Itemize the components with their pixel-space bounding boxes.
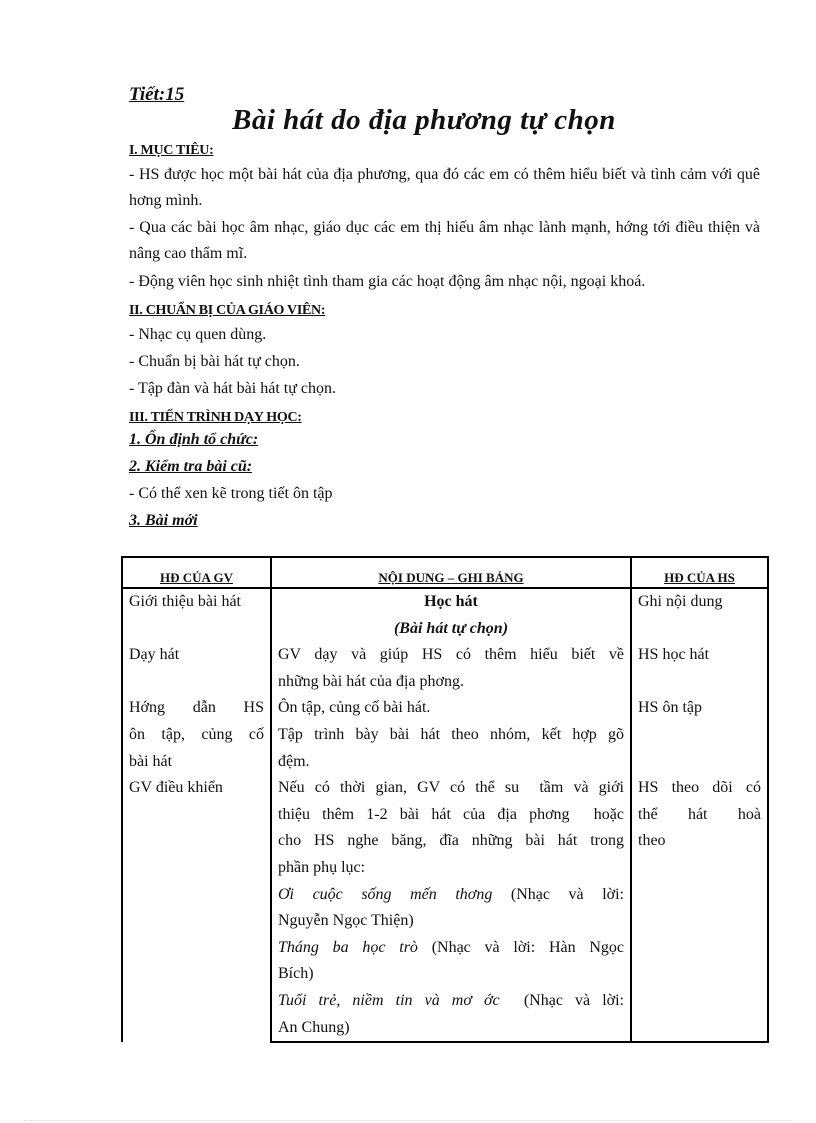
lesson-plan-table bbox=[121, 556, 769, 1043]
row4-content-line2: thiệu thêm 1-2 bài hát của địa phơng hoặc bbox=[278, 805, 624, 823]
row4-student-activity-line1: HS theo dõi có bbox=[638, 779, 761, 797]
row4-content-line3: cho HS nghe băng, đĩa những bài hát trong bbox=[278, 832, 624, 850]
song-2-name: Tháng ba học trò bbox=[278, 938, 418, 956]
song-2-credit-line2: Bích) bbox=[278, 965, 314, 983]
header-teacher-activity: HĐ CỦA GV bbox=[122, 557, 271, 588]
row2-content-line1: GV dạy và giúp HS có thêm hiểu biết về bbox=[278, 646, 624, 664]
objective-item-2: - Qua các bài học âm nhạc, giáo dục các em thị hiếu âm nhạc lành mạnh, hớng tới điều thiện và nâng cao thẩm mĩ. bbox=[129, 219, 760, 262]
row3-content-line2: Tập trình bày bài hát theo nhóm, kết hợp gõ bbox=[278, 725, 624, 743]
song-3-line1 bbox=[278, 988, 624, 1015]
row2-student-activity: HS học hát bbox=[638, 646, 710, 664]
preparation-item-3: - Tập đàn và hát bài hát tự chọn. bbox=[129, 380, 336, 397]
table-header-row bbox=[122, 557, 768, 588]
row1-student-activity: Ghi nội dung bbox=[638, 593, 723, 610]
song-1-credit: (Nhạc và lời: bbox=[492, 885, 624, 903]
row4-teacher-activity: GV điều khiển bbox=[129, 779, 223, 797]
row4-student-activity-line3: theo bbox=[638, 832, 666, 850]
page-footer-divider bbox=[24, 1120, 792, 1121]
row3-content-line3: đệm. bbox=[278, 752, 310, 770]
preparation-item-1: - Nhạc cụ quen dùng. bbox=[129, 326, 267, 343]
row3-content-line1: Ôn tập, củng cố bài hát. bbox=[278, 699, 431, 717]
row3-teacher-activity-line1: Hớng dẫn HS bbox=[129, 699, 264, 717]
row3-teacher-activity-line3: bài hát bbox=[129, 752, 173, 770]
row2-content-line2: những bài hát của địa phơng. bbox=[278, 672, 464, 690]
row3-student-activity: HS ôn tập bbox=[638, 699, 702, 717]
table-row bbox=[122, 588, 768, 1042]
preparation-heading: II. CHUẨN BỊ CỦA GIÁO VIÊN: bbox=[129, 303, 326, 318]
row4-content-line1: Nếu có thời gian, GV có thể su tầm và giới bbox=[278, 779, 624, 797]
row3-teacher-activity-line2: ôn tập, củng cố bbox=[129, 725, 264, 743]
process-heading: III. TIẾN TRÌNH DẠY HỌC: bbox=[129, 410, 302, 425]
song-3-credit: (Nhạc và lời: bbox=[499, 991, 625, 1009]
step-1-heading: 1. Ổn định tổ chức: bbox=[129, 431, 259, 448]
step-2-note: - Có thể xen kẽ trong tiết ôn tập bbox=[129, 485, 333, 502]
header-content: NỘI DUNG – GHI BẢNG bbox=[271, 557, 631, 588]
row4-student-activity-line2: thể hát hoà bbox=[638, 805, 761, 823]
song-1-credit-line2: Nguyễn Ngọc Thiện) bbox=[278, 912, 414, 930]
header-student-activity: HĐ CỦA HS bbox=[631, 557, 768, 588]
objective-item-1: - HS được học một bài hát của địa phương, qua đó các em có thêm hiểu biết và tình cảm với quê hơng mình. bbox=[129, 166, 760, 209]
row2-teacher-activity: Dạy hát bbox=[129, 646, 180, 664]
objective-item-3: - Động viên học sinh nhiệt tình tham gia các hoạt động âm nhạc nội, ngoại khoá. bbox=[129, 273, 646, 290]
row1-teacher-activity: Giới thiệu bài hát bbox=[129, 593, 241, 610]
song-1-line1 bbox=[278, 882, 624, 909]
song-3-name: Tuổi trẻ, niềm tin và mơ ớc bbox=[278, 991, 500, 1009]
song-2-credit: (Nhạc và lời: Hàn Ngọc bbox=[417, 938, 625, 956]
lesson-title: Bài hát do địa phương tự chọn bbox=[232, 104, 616, 136]
song-1-name: Ơi cuộc sống mến thơng bbox=[278, 885, 493, 903]
objectives-heading: I. MỤC TIÊU: bbox=[129, 143, 214, 158]
content-title: Học hát bbox=[424, 593, 478, 610]
song-2-line1 bbox=[278, 935, 624, 962]
preparation-item-2: - Chuẩn bị bài hát tự chọn. bbox=[129, 353, 300, 370]
row4-content-line4: phần phụ lục: bbox=[278, 858, 366, 876]
content-subtitle: (Bài hát tự chọn) bbox=[393, 619, 509, 637]
step-3-heading: 3. Bài mới bbox=[129, 512, 198, 529]
step-2-heading: 2. Kiểm tra bài cũ: bbox=[129, 458, 253, 475]
song-3-credit-line2: An Chung) bbox=[278, 1018, 350, 1036]
lesson-number: Tiết:15 bbox=[129, 84, 185, 105]
